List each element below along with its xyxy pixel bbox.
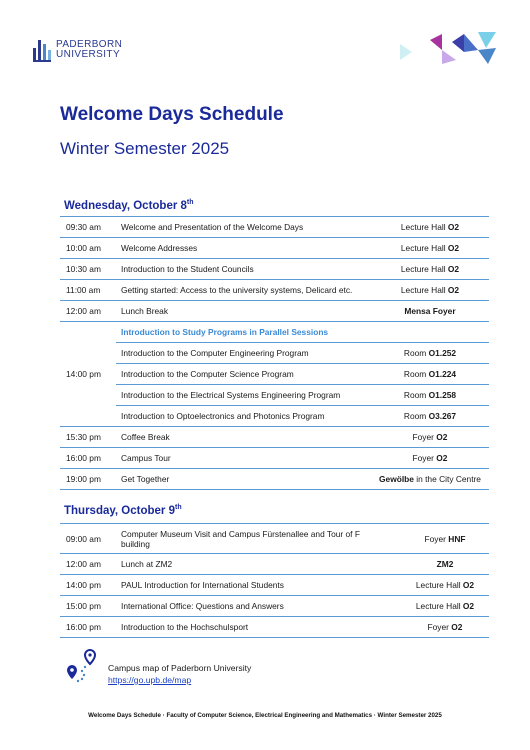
table-row <box>60 280 489 301</box>
table-row <box>60 259 489 280</box>
table-row <box>60 524 489 554</box>
event-cell: Getting started: Access to the university systems, Delicard etc. <box>116 280 371 301</box>
campus-map-link[interactable]: https://go.upb.de/map <box>108 675 192 685</box>
location-cell: Lecture Hall O2 <box>371 259 489 280</box>
university-logo <box>32 36 122 64</box>
table-row <box>60 364 489 385</box>
location-cell: Foyer O2 <box>401 617 489 638</box>
location-cell: Room O3.267 <box>371 406 489 427</box>
event-cell: Introduction to the Student Councils <box>116 259 371 280</box>
wednesday-schedule-table <box>60 216 489 490</box>
event-cell: Coffee Break <box>116 427 371 448</box>
event-cell: Welcome and Presentation of the Welcome Days <box>116 217 371 238</box>
table-row <box>60 469 489 490</box>
map-pin-icon <box>64 648 98 686</box>
time-cell: 15:30 pm <box>60 427 116 448</box>
event-cell: Lunch at ZM2 <box>116 554 401 575</box>
event-cell: Campus Tour <box>116 448 371 469</box>
table-row <box>60 322 489 343</box>
location-cell: Room O1.252 <box>371 343 489 364</box>
time-cell: 15:00 pm <box>60 596 116 617</box>
wednesday-heading: Wednesday, October 8th <box>64 199 194 212</box>
thursday-schedule-table <box>60 523 489 638</box>
table-row <box>60 385 489 406</box>
table-row <box>60 448 489 469</box>
event-cell: Get Together <box>116 469 371 490</box>
time-cell: 14:00 pm <box>60 322 116 427</box>
location-cell: Lecture Hall O2 <box>371 217 489 238</box>
event-cell: Introduction to the Computer Science Program <box>116 364 371 385</box>
campus-map-block <box>64 648 251 686</box>
time-cell: 10:30 am <box>60 259 116 280</box>
table-row <box>60 427 489 448</box>
time-cell: 10:00 am <box>60 238 116 259</box>
location-cell: Lecture Hall O2 <box>401 596 489 617</box>
location-cell: Foyer O2 <box>371 448 489 469</box>
event-cell: Computer Museum Visit and Campus Fürstenallee and Tour of F building <box>116 524 401 554</box>
event-cell: Introduction to Optoelectronics and Photonics Program <box>116 406 371 427</box>
campus-map-label: Campus map of Paderborn University <box>108 663 252 673</box>
time-cell: 11:00 am <box>60 280 116 301</box>
event-cell: Introduction to the Computer Engineering Program <box>116 343 371 364</box>
time-cell: 16:00 pm <box>60 617 116 638</box>
location-cell: Foyer O2 <box>371 427 489 448</box>
location-cell: Gewölbe in the City Centre <box>371 469 489 490</box>
time-cell: 09:30 am <box>60 217 116 238</box>
location-cell: Foyer HNF <box>401 524 489 554</box>
location-cell: Lecture Hall O2 <box>371 238 489 259</box>
time-cell: 12:00 am <box>60 554 116 575</box>
event-cell: Lunch Break <box>116 301 371 322</box>
thursday-heading: Thursday, October 9th <box>64 504 182 517</box>
decorative-triangles <box>398 30 500 66</box>
location-cell: Mensa Foyer <box>371 301 489 322</box>
time-cell: 14:00 pm <box>60 575 116 596</box>
table-row <box>60 406 489 427</box>
page-title: Welcome Days Schedule <box>60 104 284 125</box>
location-cell: Lecture Hall O2 <box>401 575 489 596</box>
parallel-sessions-heading: Introduction to Study Programs in Parallel Sessions <box>116 322 489 343</box>
table-row <box>60 554 489 575</box>
table-row <box>60 217 489 238</box>
university-logo-icon <box>32 36 52 64</box>
logo-line-1: PADERBORN <box>56 39 123 50</box>
time-cell: 12:00 am <box>60 301 116 322</box>
table-row <box>60 343 489 364</box>
page-footer: Welcome Days Schedule · Faculty of Computer Science, Electrical Engineering and Mathematics · Winter Semester 2025 <box>88 712 442 719</box>
location-cell: Lecture Hall O2 <box>371 280 489 301</box>
location-cell: Room O1.224 <box>371 364 489 385</box>
time-cell: 16:00 pm <box>60 448 116 469</box>
time-cell: 09:00 am <box>60 524 116 554</box>
event-cell: Welcome Addresses <box>116 238 371 259</box>
event-cell: Introduction to the Electrical Systems Engineering Program <box>116 385 371 406</box>
table-row <box>60 238 489 259</box>
table-row <box>60 575 489 596</box>
table-row <box>60 301 489 322</box>
event-cell: International Office: Questions and Answers <box>116 596 401 617</box>
time-cell: 19:00 pm <box>60 469 116 490</box>
logo-line-2: UNIVERSITY <box>56 49 121 60</box>
event-cell: Introduction to the Hochschulsport <box>116 617 401 638</box>
location-cell: Room O1.258 <box>371 385 489 406</box>
page-subtitle: Winter Semester 2025 <box>60 139 230 158</box>
table-row <box>60 617 489 638</box>
event-cell: PAUL Introduction for International Students <box>116 575 401 596</box>
location-cell: ZM2 <box>401 554 489 575</box>
table-row <box>60 596 489 617</box>
